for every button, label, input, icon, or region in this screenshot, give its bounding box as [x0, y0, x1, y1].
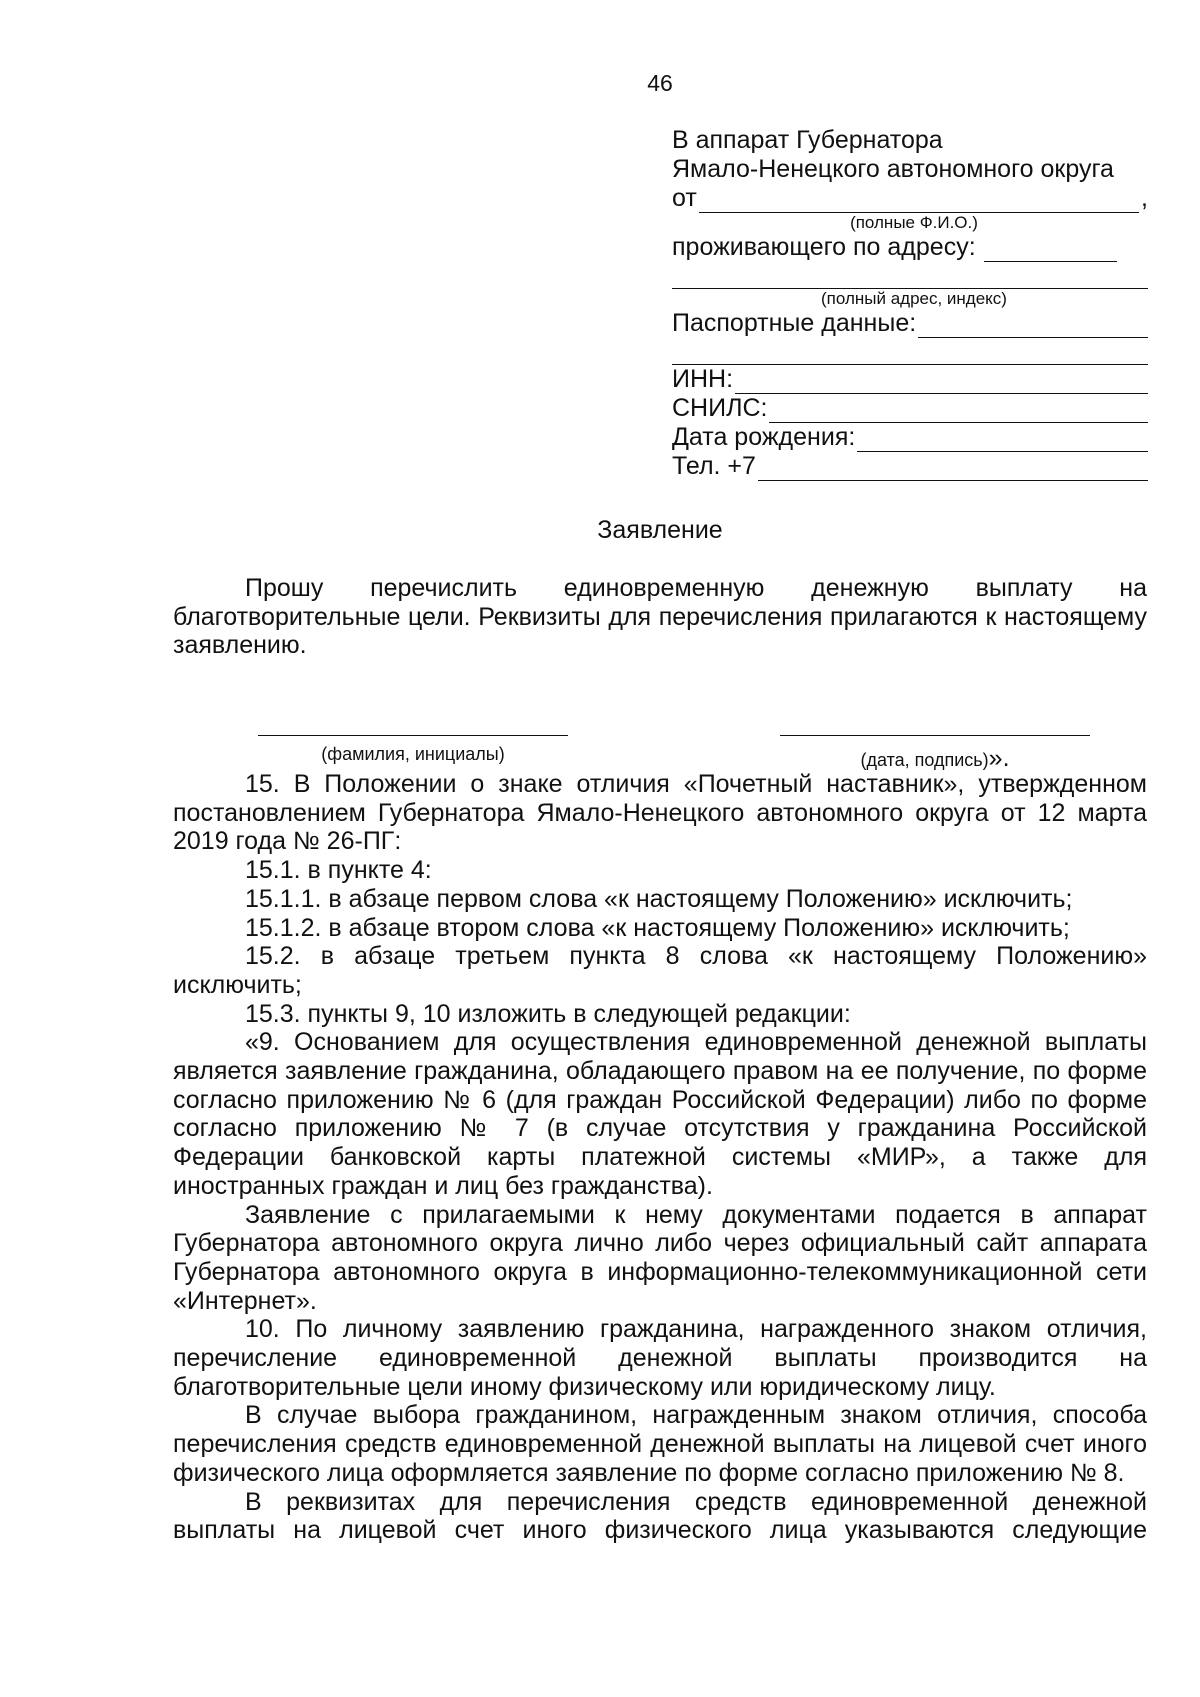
paragraph-10-requisites: В реквизитах для перечисления средств единовременной денежной выплаты на лицевой счет иного физического лица указываются следующие [173, 1487, 1147, 1545]
phone-label: Тел. +7 [672, 452, 756, 480]
inn-field[interactable] [735, 371, 1148, 394]
from-label: от [672, 184, 697, 212]
date-signature-field[interactable] [780, 734, 1090, 736]
paragraph-15-1-2: 15.1.2. в абзаце втором слова «к настоящему Положению» исключить; [245, 913, 1070, 942]
date-signature-caption: (дата, подпись) [860, 750, 989, 770]
request-text: Прошу перечислить единовременную денежную выплату на благотворительные цели. Реквизиты для перечисления прилагаются к настоящему заявлению. [173, 574, 1147, 659]
residing-label: проживающего по адресу: [672, 233, 976, 261]
birth-label: Дата рождения: [672, 423, 856, 451]
surname-field[interactable] [258, 734, 568, 736]
page-number: 46 [647, 70, 673, 96]
address-caption: (полный адрес, индекс) [821, 289, 1007, 308]
paragraph-15-3: 15.3. пункты 9, 10 изложить в следующей редакции: [245, 999, 851, 1028]
paragraph-10: 10. По личному заявлению гражданина, награжденного знаком отличия, перечисление единовременной денежной выплаты производится на благотворительные цели иному физическому или юридическому лицу. [173, 1315, 1147, 1401]
addressee-block [672, 126, 1148, 481]
signature-left [258, 734, 568, 765]
addressee-line-2: Ямало-Ненецкого автономного округа [672, 155, 1114, 183]
snils-line [672, 394, 1148, 423]
paragraph-15-1: 15.1. в пункте 4: [245, 856, 432, 885]
inn-label: ИНН: [672, 365, 734, 393]
phone-field[interactable] [758, 458, 1148, 481]
paragraph-10-choice: В случае выбора гражданином, награжденным знаком отличия, способа перечисления средств единовременной денежной выплаты на лицевой счет иного физического лица оформляется заявление по форме согласно приложению № 8. [173, 1401, 1147, 1487]
addressee-line-1: В аппарат Губернатора [672, 126, 943, 154]
birth-field[interactable] [857, 429, 1148, 452]
birth-line [672, 423, 1148, 452]
fio-caption: (полные Ф.И.О.) [850, 213, 978, 232]
date-signature-caption-end: ». [988, 744, 1010, 772]
surname-caption: (фамилия, инициалы) [321, 744, 505, 764]
snils-field[interactable] [769, 400, 1148, 423]
paragraph-15: 15. В Положении о знаке отличия «Почетный наставник», утвержденном постановлением Губернатора Ямало-Ненецкого автономного округа от 12 марта 2019 года № 26-ПГ: [173, 770, 1147, 856]
body-text [173, 770, 1147, 1545]
inn-line [672, 365, 1148, 394]
passport-field-2[interactable] [672, 342, 1148, 365]
passport-label: Паспортные данные: [672, 309, 917, 337]
snils-label: СНИЛС: [672, 394, 768, 422]
paragraph-9-application: Заявление с прилагаемыми к нему документами подается в аппарат Губернатора автономного округа лично либо через официальный сайт аппарата Губернатора автономного округа в информационно-телекоммуникационной сети «Интернет». [173, 1200, 1147, 1315]
passport-field[interactable] [918, 315, 1148, 338]
document-title: Заявление [597, 516, 723, 544]
signature-right [780, 734, 1090, 773]
address-field-start[interactable] [984, 239, 1117, 262]
passport-line [672, 309, 1148, 338]
phone-line [672, 452, 1148, 481]
from-line [672, 184, 1148, 213]
paragraph-15-1-1: 15.1.1. в абзаце первом слова «к настоящему Положению» исключить; [245, 884, 1073, 913]
address-field[interactable] [672, 266, 1148, 289]
paragraph-9: «9. Основанием для осуществления единовременной денежной выплаты является заявление гражданина, обладающего правом на ее получение, по форме согласно приложению № 6 (для граждан Российской Федерации) либо по форме согласно приложению № 7 (в случае отсутствия у гражданина Российской Федерации банковской карты платежной системы «МИР», а также для иностранных граждан и лиц без гражданства). [173, 1028, 1147, 1200]
request-paragraph [173, 574, 1147, 660]
residing-line [672, 233, 1148, 262]
fio-field[interactable] [699, 190, 1139, 213]
paragraph-15-2: 15.2. в абзаце третьем пункта 8 слова «к настоящему Положению» исключить; [173, 942, 1147, 999]
from-comma: , [1141, 184, 1148, 212]
